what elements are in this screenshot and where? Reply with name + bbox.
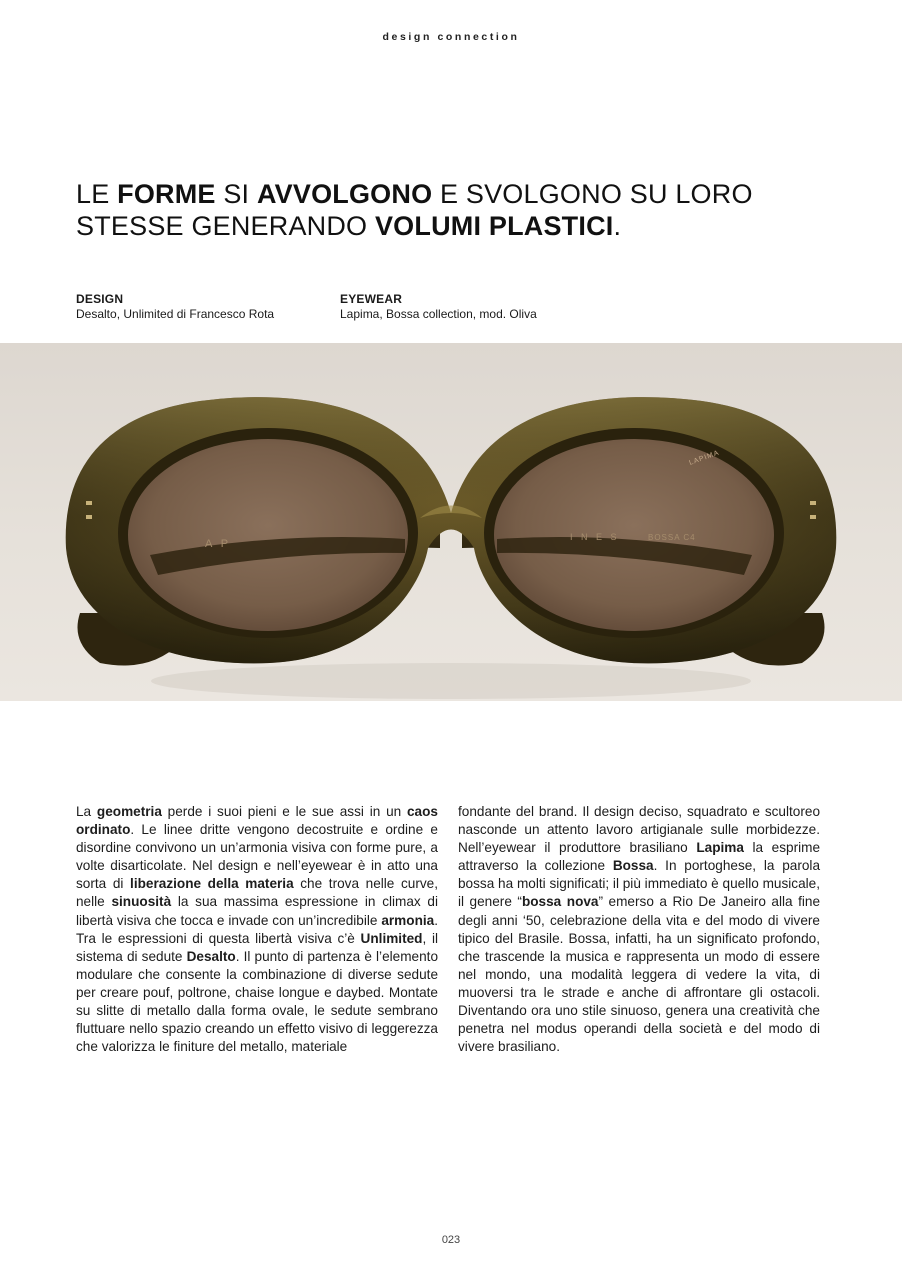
text-run: , il sistema di sedute [76, 930, 438, 964]
text-run: La [76, 804, 97, 819]
credit-eyewear-value: Lapima, Bossa collection, mod. Oliva [340, 307, 537, 321]
text-run: . [613, 211, 622, 241]
lens-logo: LAPIMA [688, 449, 721, 467]
text-run: che trova nelle curve, nelle [76, 876, 438, 910]
sunglasses-icon [0, 343, 902, 701]
temple-text-left: A P [205, 538, 232, 550]
emphasis-text: sinuosità [111, 894, 172, 910]
emphasis-text: caos ordinato [76, 804, 438, 838]
text-run: perde i suoi pieni e le sue assi in un [161, 804, 407, 819]
text-run: . Il punto di partenza è l’elemento modulare che consente la combinazione di diverse sedute per creare pouf, poltrone, chaise longue e daybed. Montate su slitte di metallo dalla forma ovale, le sedute sembrano fluttuare nello spazio creando un effetto visivo di leggerezza che valorizza le finiture del metallo, materiale [76, 948, 439, 1055]
text-run: la esprime attraverso la collezione [458, 840, 821, 874]
hinge-stud [86, 515, 92, 519]
credit-design [76, 292, 274, 322]
text-run: . In portoghese, la parola bossa ha molti significati; il più immediato è quello musicale, il genere “ [458, 858, 821, 910]
text-run: LE [76, 179, 118, 209]
emphasis-text: VOLUMI PLASTICI [374, 211, 614, 241]
text-run: E SVOLGONO SU LORO STESSE GENERANDO [76, 179, 753, 241]
emphasis-text: FORME [117, 179, 216, 209]
emphasis-text: Bossa [612, 858, 654, 874]
credit-eyewear [340, 292, 537, 322]
hinge-stud [810, 501, 816, 505]
lens-left [128, 439, 408, 631]
lens-right [494, 439, 774, 631]
temple-text-center: I N E S [570, 532, 620, 542]
credit-design-label: DESIGN [76, 292, 124, 306]
emphasis-text: liberazione della materia [130, 876, 294, 892]
text-run: . Tra le espressioni di questa libertà visiva c’è [76, 912, 438, 946]
body-text-right-column [458, 803, 820, 1056]
hinge-stud [86, 501, 92, 505]
emphasis-text: Unlimited [360, 930, 423, 946]
emphasis-text: Lapima [696, 840, 744, 856]
text-run: fondante del brand. Il design deciso, squadrato e scultoreo nasconde un attento lavoro artigianale sulle morbidezze. Nell’eyewear il produttore brasiliano [458, 804, 820, 856]
product-photo [0, 343, 902, 701]
emphasis-text: AVVOLGONO [256, 179, 433, 209]
emphasis-text: Desalto [186, 948, 236, 964]
text-run: la sua massima espressione in climax di libertà visiva che tocca e invade con un’incredibile [76, 894, 439, 928]
emphasis-text: geometria [96, 804, 162, 819]
text-run: SI [215, 179, 257, 209]
credit-eyewear-label: EYEWEAR [340, 292, 403, 306]
temple-text-right: BOSSA C4 [648, 533, 696, 542]
emphasis-text: bossa nova [521, 894, 599, 910]
text-run: ” emerso a Rio De Janeiro alla fine degli anni ‘50, celebrazione della vita e del modo di vivere tipico del Brasile. Bossa, infatti, ha un significato profondo, che trascende la musica e rappresenta un modo di essere nel mondo, una modalità leggera di vedere la vita, di muoversi tra le strade e anche di affrontare gli ostacoli. Diventando ora uno stile sinuoso, genera una creatività che penetra nel modus operandi della società e del modo di vivere brasiliano. [458, 894, 821, 1055]
running-header: design connection [382, 31, 520, 43]
page-number: 023 [441, 1234, 461, 1246]
emphasis-text: armonia [381, 912, 435, 928]
body-text-left-column [76, 803, 438, 1056]
headline [76, 178, 856, 242]
credit-design-value: Desalto, Unlimited di Francesco Rota [76, 307, 275, 321]
shadow [151, 663, 751, 699]
hinge-stud [810, 515, 816, 519]
text-run: . Le linee dritte vengono decostruite e ordine e disordine convivono un un’armonia visiva con forme pure, a volte disarticolate. Nel design e nell’eyewear è in atto una sorta di [76, 822, 438, 892]
